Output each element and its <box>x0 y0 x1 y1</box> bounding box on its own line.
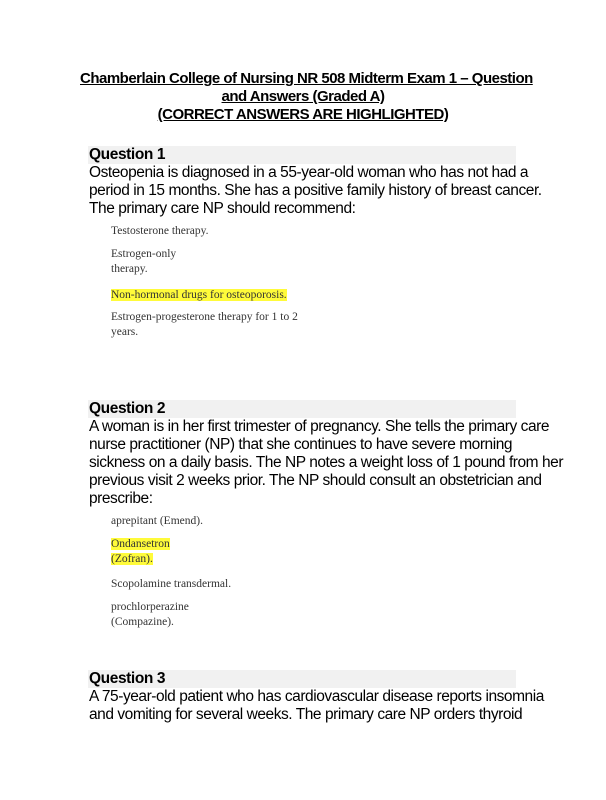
question-text-line: A 75-year-old patient who has cardiovascular disease reports insomnia <box>89 688 544 705</box>
title-line-1: Chamberlain College of Nursing NR 508 Midterm Exam 1 – Question <box>80 70 533 87</box>
question-text-line: and vomiting for several weeks. The primary care NP orders thyroid <box>89 706 523 723</box>
option-text: aprepitant (Emend). <box>111 515 203 527</box>
option-text: Testosterone therapy. <box>111 225 209 237</box>
question-3-heading <box>88 670 516 688</box>
answer-option <box>111 577 231 592</box>
option-text: Scopolamine transdermal. <box>111 578 232 590</box>
answer-option-correct <box>111 288 287 303</box>
answer-option <box>111 514 203 529</box>
answer-option <box>111 600 189 630</box>
question-text-line: sickness on a daily basis. The NP notes a weight loss of 1 pound from her <box>89 454 564 471</box>
question-3-text <box>89 688 544 724</box>
option-text-highlighted: Ondansetron <box>111 538 170 550</box>
title-line-2: and Answers (Graded A) <box>221 88 385 105</box>
question-text-line: prescribe: <box>89 490 153 507</box>
question-text-line: The primary care NP should recommend: <box>89 200 356 217</box>
option-text: (Compazine). <box>111 616 174 628</box>
option-text: therapy. <box>111 263 148 275</box>
question-text-line: nurse practitioner (NP) that she continues to have severe morning <box>89 436 513 453</box>
question-1-heading <box>88 146 516 164</box>
question-heading-text: Question 3 <box>89 670 166 687</box>
answer-option <box>111 310 298 340</box>
question-text-line: A woman is in her first trimester of pregnancy. She tells the primary care <box>89 418 550 435</box>
option-text-highlighted: Non-hormonal drugs for osteoporosis. <box>111 289 287 301</box>
answer-option <box>111 224 208 239</box>
question-text-line: Osteopenia is diagnosed in a 55-year-old woman who has not had a <box>89 164 529 181</box>
question-1-text <box>89 164 542 218</box>
answer-option <box>111 247 176 277</box>
question-heading-text: Question 2 <box>89 400 166 417</box>
option-text: Estrogen-progesterone therapy for 1 to 2 <box>111 311 298 323</box>
answer-option-correct <box>111 537 170 567</box>
question-2-text <box>89 418 564 508</box>
question-2-heading <box>88 400 516 418</box>
document-title <box>80 70 533 124</box>
option-text: prochlorperazine <box>111 601 189 613</box>
question-heading-text: Question 1 <box>89 146 166 163</box>
title-line-3: (CORRECT ANSWERS ARE HIGHLIGHTED) <box>157 106 449 123</box>
option-text: years. <box>111 326 139 338</box>
option-text: Estrogen-only <box>111 248 177 260</box>
question-text-line: period in 15 months. She has a positive family history of breast cancer. <box>89 182 542 199</box>
question-text-line: previous visit 2 weeks prior. The NP should consult an obstetrician and <box>89 472 542 489</box>
option-text-highlighted: (Zofran). <box>111 553 153 565</box>
